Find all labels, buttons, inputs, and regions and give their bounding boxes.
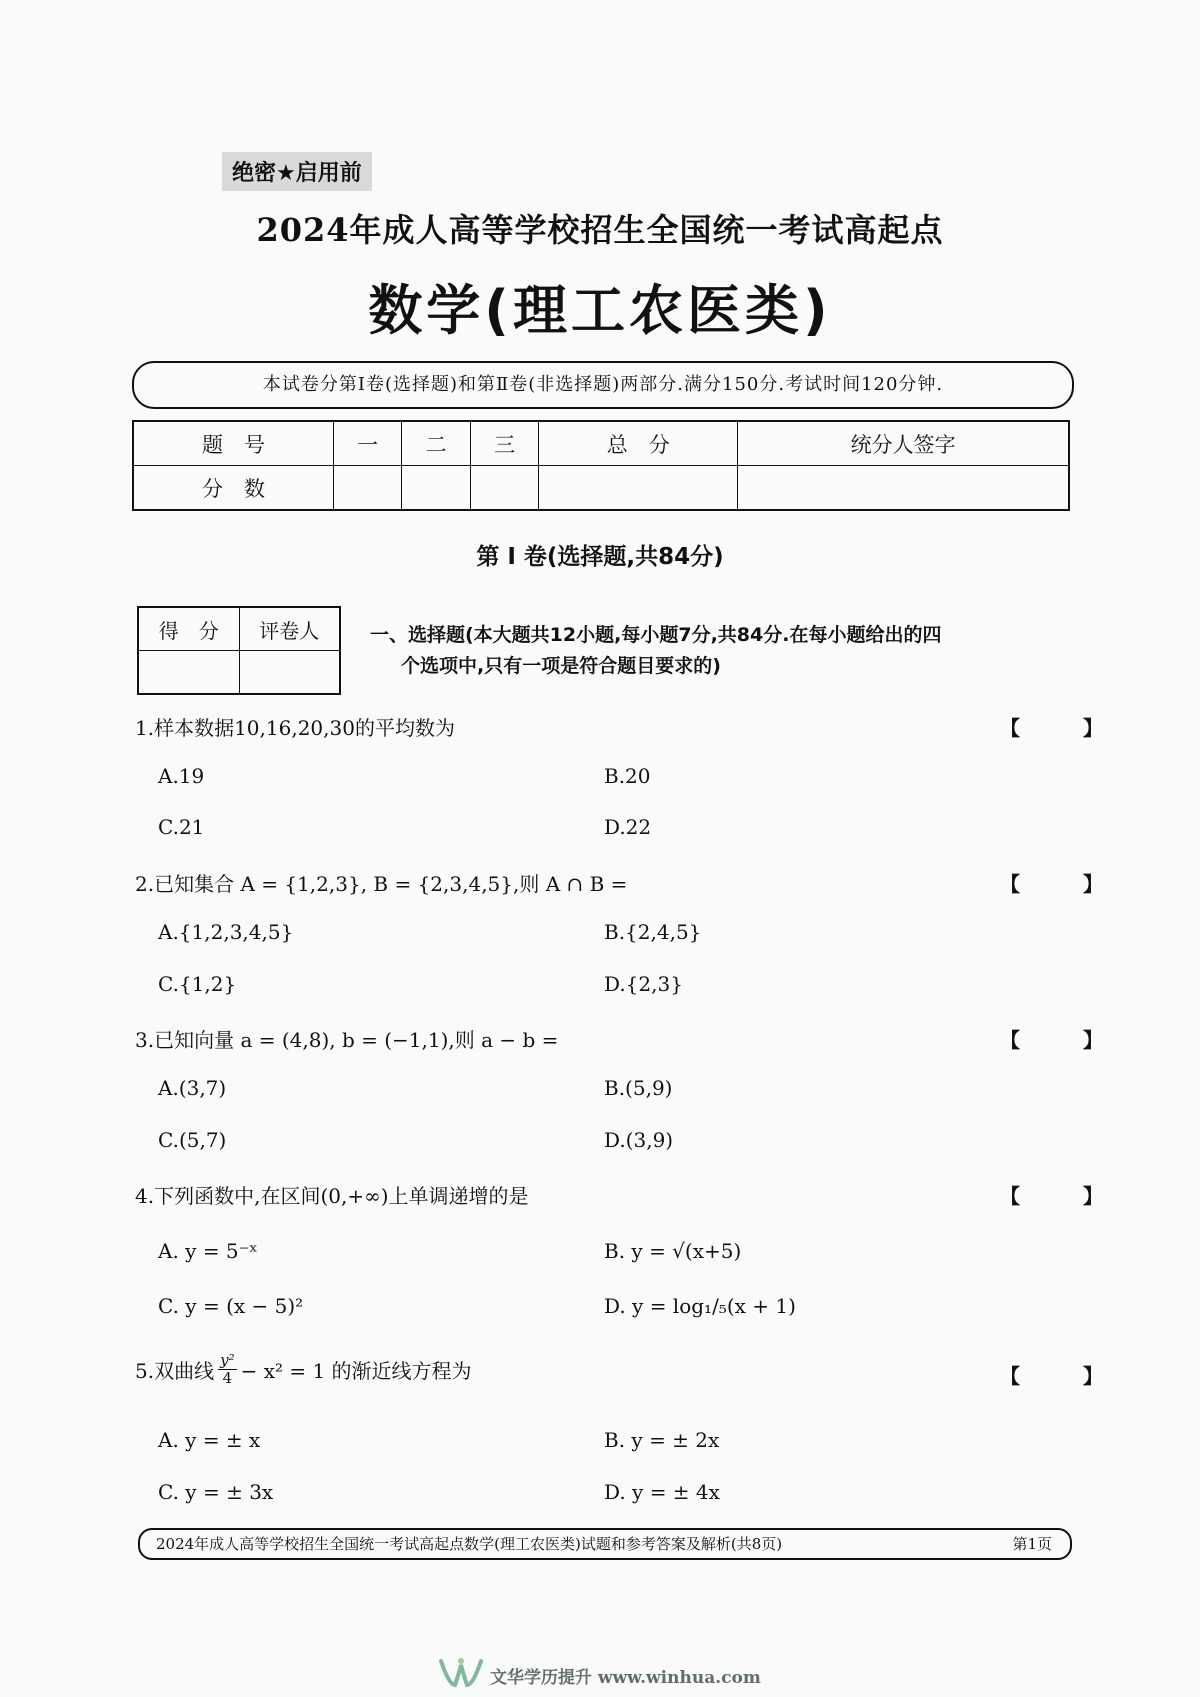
section-heading — [370, 620, 1070, 682]
score-entry-cell[interactable] — [539, 466, 738, 511]
section-heading-line1: 一、选择题(本大题共12小题,每小题7分,共84分.在每小题给出的四 — [370, 624, 942, 646]
question-3-stem: 3.已知向量 a = (4,8), b = (−1,1),则 a − b = — [135, 1028, 559, 1052]
score-table-score-row — [133, 466, 1069, 511]
fraction-numerator: y² — [220, 1351, 235, 1369]
score-table-cell: 题 号 — [133, 421, 334, 466]
question-4-option-d: D. y = log₁/₅(x + 1) — [604, 1294, 796, 1318]
score-table-cell: 三 — [470, 421, 538, 466]
score-entry-cell[interactable] — [470, 466, 538, 511]
answer-bracket[interactable]: 【 】 — [1000, 1184, 1131, 1208]
page-footer — [138, 1528, 1072, 1560]
question-2-stem: 2.已知集合 A = {1,2,3}, B = {2,3,4,5},则 A ∩ B = — [135, 872, 628, 896]
question-2-option-b: B.{2,4,5} — [604, 920, 702, 944]
score-table-cell: 二 — [402, 421, 470, 466]
footer-text: 2024年成人高等学校招生全国统一考试高起点数学(理工农医类)试题和参考答案及解析(共8页) — [156, 1535, 783, 1553]
score-table-cell: 总 分 — [539, 421, 738, 466]
grader-name-entry[interactable] — [239, 651, 340, 695]
question-5-stem-suffix: − x² = 1 的渐近线方程为 — [240, 1359, 472, 1383]
answer-bracket[interactable]: 【 】 — [1000, 872, 1131, 896]
question-5-stem-prefix: 5.双曲线 — [135, 1359, 215, 1383]
question-5-stem — [135, 1352, 472, 1387]
score-table-cell: 一 — [334, 421, 402, 466]
grader-score-label: 得 分 — [138, 607, 239, 651]
grader-score-entry[interactable] — [138, 651, 239, 695]
hyperbola-fraction — [218, 1352, 237, 1387]
score-table-header-row — [133, 421, 1069, 466]
score-table-cell: 统分人签字 — [738, 421, 1069, 466]
question-3-option-c: C.(5,7) — [158, 1128, 227, 1152]
question-2-option-d: D.{2,3} — [604, 972, 683, 996]
question-3-option-d: D.(3,9) — [604, 1128, 674, 1152]
exam-notice: 本试卷分第Ⅰ卷(选择题)和第Ⅱ卷(非选择题)两部分.满分150分.考试时间120分钟. — [132, 361, 1074, 409]
question-1-option-d: D.22 — [604, 815, 652, 839]
score-table — [132, 420, 1070, 511]
grader-name-label: 评卷人 — [239, 607, 340, 651]
score-entry-cell[interactable] — [402, 466, 470, 511]
signature-entry-cell[interactable] — [738, 466, 1069, 511]
winhua-logo-icon — [437, 1655, 485, 1689]
exam-title: 2024年成人高等学校招生全国统一考试高起点 — [256, 211, 944, 249]
question-4-stem: 4.下列函数中,在区间(0,+∞)上单调递增的是 — [135, 1184, 529, 1208]
question-3-option-b: B.(5,9) — [604, 1076, 673, 1100]
answer-bracket[interactable]: 【 】 — [1000, 1028, 1131, 1052]
volume-title: 第 Ⅰ 卷(选择题,共84分) — [476, 544, 724, 570]
grader-table — [137, 606, 341, 695]
question-1-option-b: B.20 — [604, 764, 651, 788]
question-4-option-a: A. y = 5⁻ˣ — [158, 1239, 258, 1263]
question-4-option-b: B. y = √(x+5) — [604, 1239, 742, 1263]
page-number: 第1页 — [1012, 1535, 1052, 1553]
score-table-cell: 分 数 — [133, 466, 334, 511]
question-1-option-a: A.19 — [158, 764, 205, 788]
confidential-label: 绝密★启用前 — [222, 152, 372, 191]
question-5-option-c: C. y = ± 3x — [158, 1480, 274, 1504]
watermark-text: 文华学历提升 www.winhua.com — [490, 1668, 761, 1688]
question-5-option-d: D. y = ± 4x — [604, 1480, 720, 1504]
question-4-option-c: C. y = (x − 5)² — [158, 1294, 304, 1318]
section-heading-line2: 个选项中,只有一项是符合题目要求的) — [401, 655, 721, 677]
fraction-denominator: 4 — [222, 1369, 233, 1387]
question-1-stem: 1.样本数据10,16,20,30的平均数为 — [135, 716, 455, 740]
question-2-option-a: A.{1,2,3,4,5} — [158, 920, 294, 944]
answer-bracket[interactable]: 【 】 — [1000, 1364, 1131, 1388]
question-2-option-c: C.{1,2} — [158, 972, 237, 996]
score-entry-cell[interactable] — [334, 466, 402, 511]
question-1-option-c: C.21 — [158, 815, 205, 839]
answer-bracket[interactable]: 【 】 — [1000, 716, 1131, 740]
question-3-option-a: A.(3,7) — [158, 1076, 227, 1100]
subject-title: 数学(理工农医类) — [368, 279, 832, 342]
question-5-option-b: B. y = ± 2x — [604, 1428, 720, 1452]
question-5-option-a: A. y = ± x — [158, 1428, 261, 1452]
